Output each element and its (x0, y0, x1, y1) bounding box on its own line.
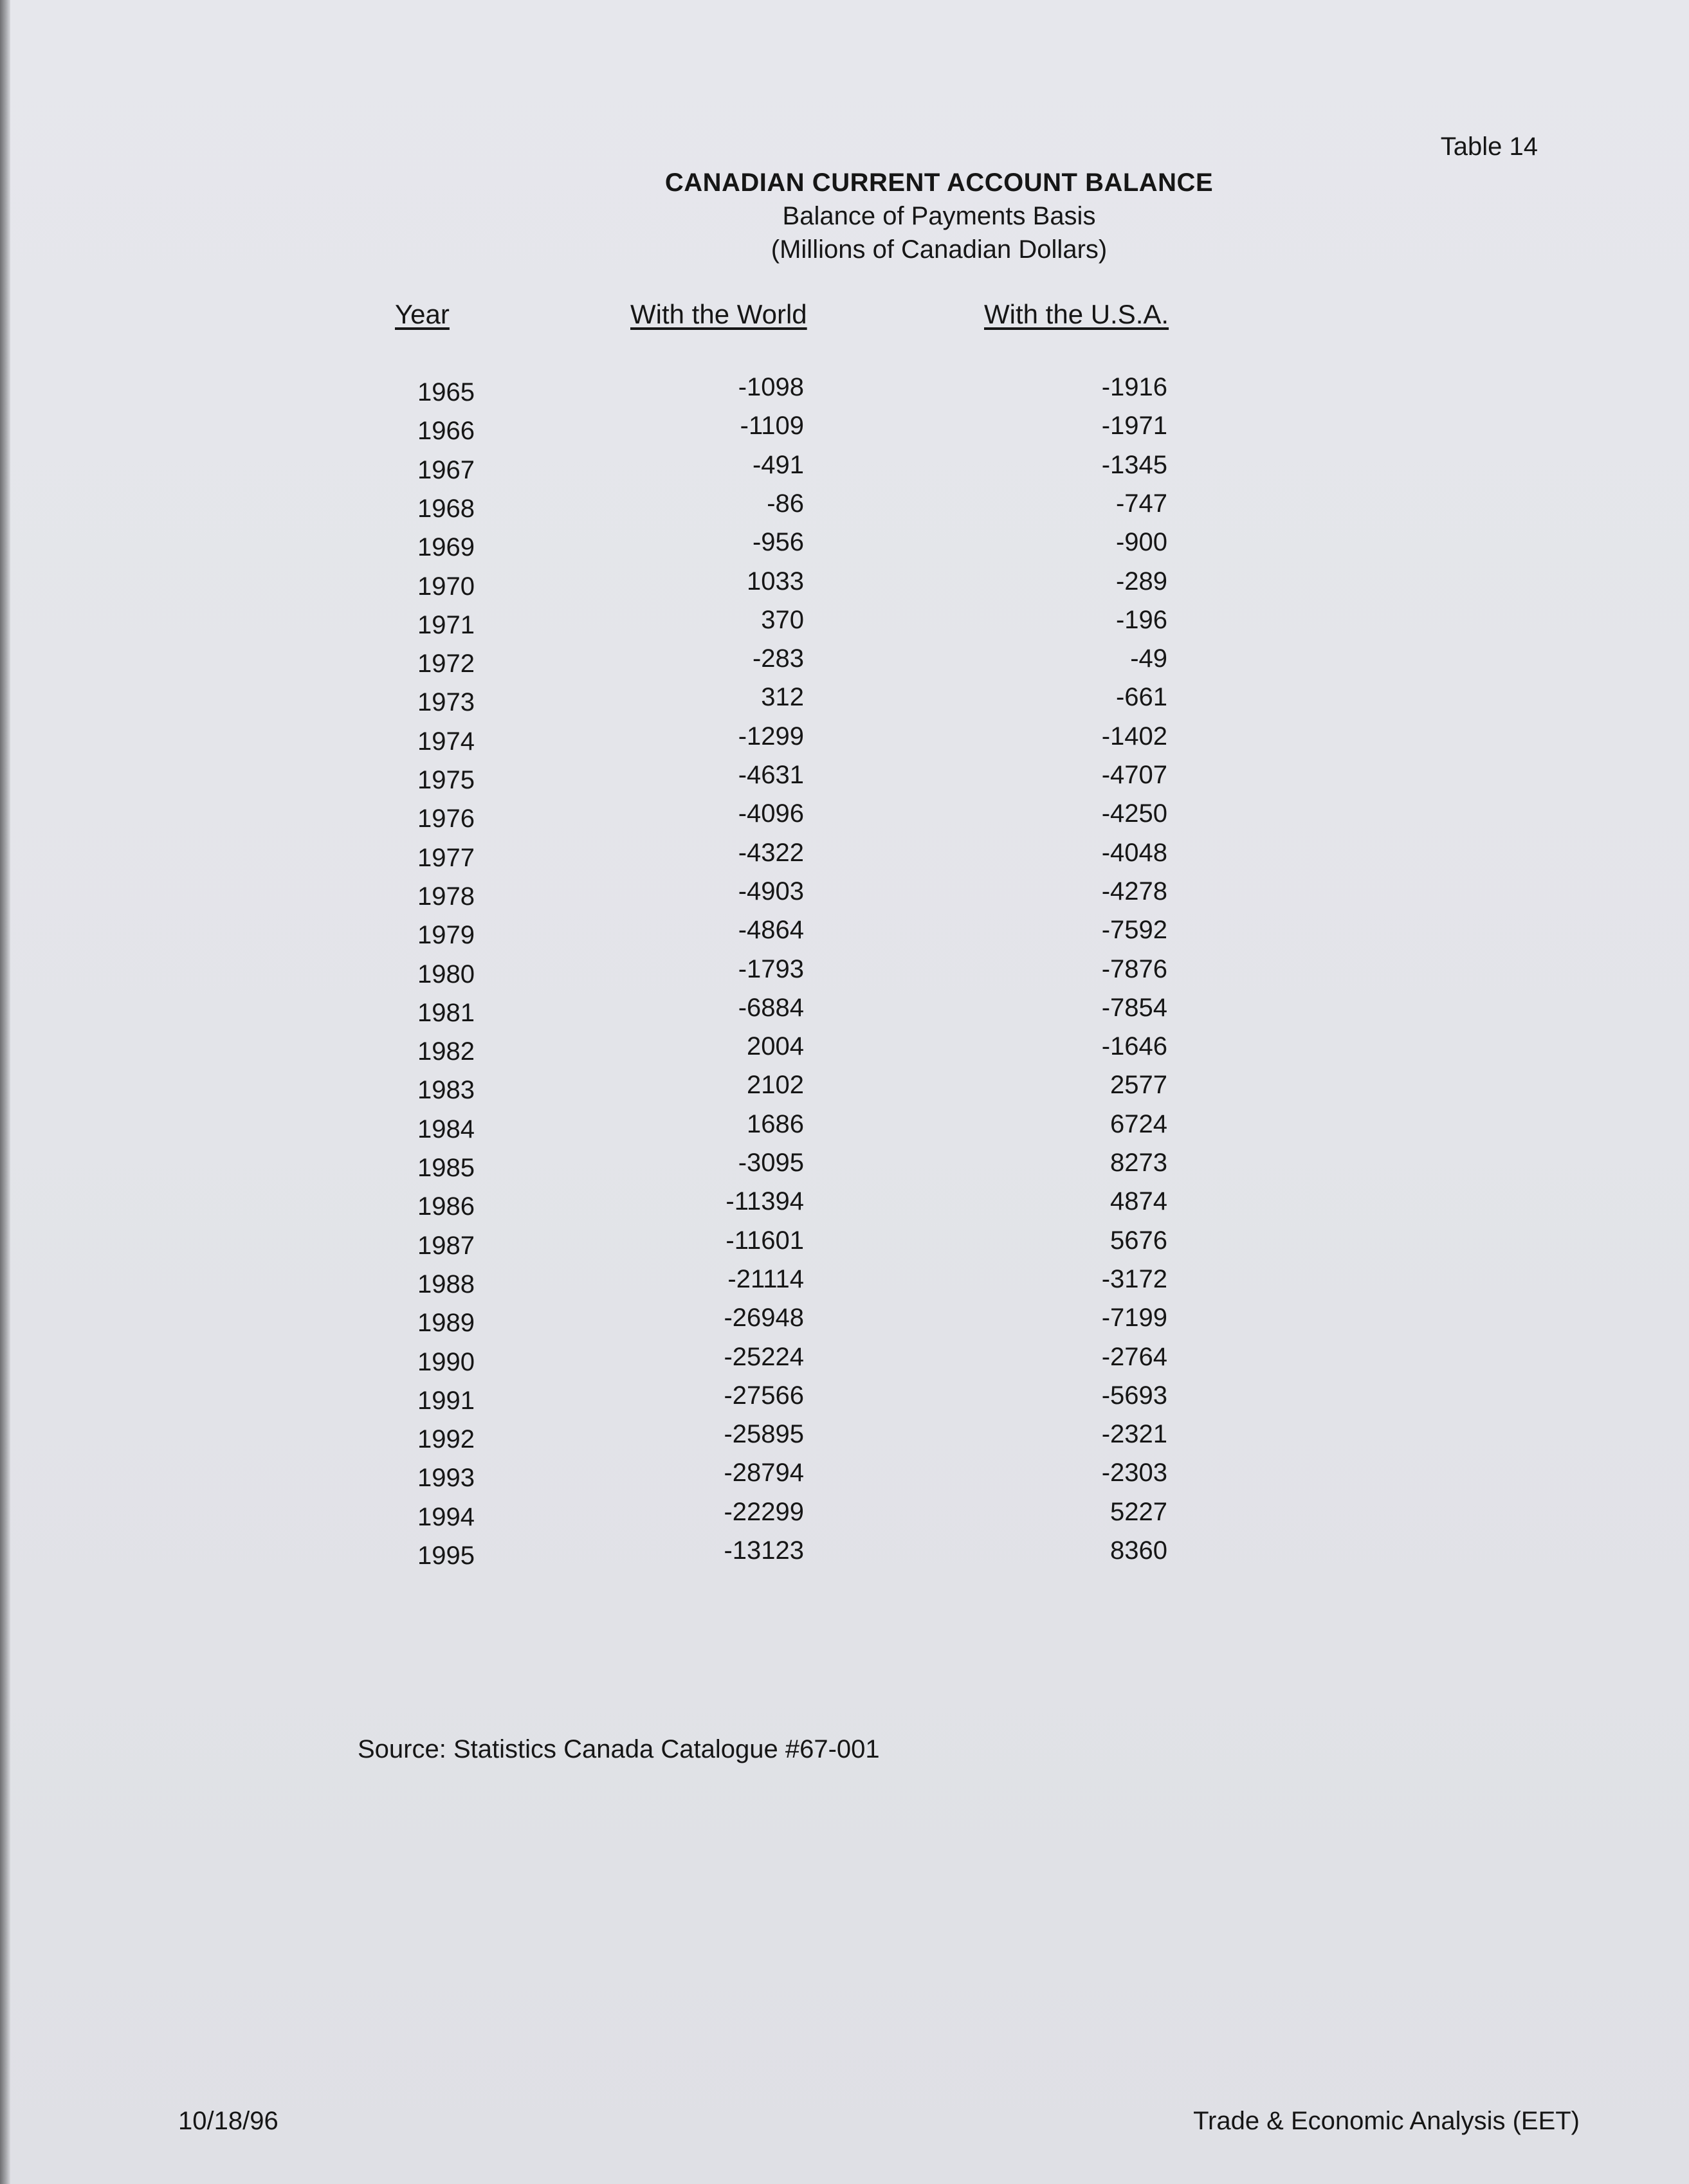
cell-year: 1974 (417, 727, 475, 756)
cell-usa: -5693 (1101, 1381, 1167, 1410)
source-note: Source: Statistics Canada Catalogue #67-001 (358, 1735, 880, 1763)
cell-year: 1977 (417, 843, 475, 872)
cell-year: 1979 (417, 921, 475, 950)
cell-world: -491 (752, 450, 804, 479)
column-header-year: Year (395, 299, 450, 329)
table-row (0, 722, 1689, 761)
footer-organization: Trade & Economic Analysis (EET) (1193, 2107, 1580, 2135)
table-row (0, 606, 1689, 644)
cell-year: 1981 (417, 998, 475, 1027)
table-row (0, 683, 1689, 722)
cell-world: -4631 (738, 761, 804, 789)
cell-usa: 5227 (1110, 1497, 1167, 1526)
cell-year: 1973 (417, 688, 475, 717)
cell-world: -25895 (724, 1420, 804, 1449)
cell-year: 1972 (417, 650, 475, 678)
table-row (0, 1265, 1689, 1304)
cell-usa: -7854 (1101, 993, 1167, 1022)
cell-year: 1971 (417, 610, 475, 639)
cell-year: 1985 (417, 1154, 475, 1182)
cell-usa: -4707 (1101, 761, 1167, 789)
cell-world: -1793 (738, 954, 804, 983)
cell-usa: -4048 (1101, 838, 1167, 867)
cell-world: -283 (752, 644, 804, 673)
cell-year: 1966 (417, 417, 475, 446)
table-number: Table 14 (1440, 132, 1538, 161)
table-row (0, 567, 1689, 606)
table-row (0, 799, 1689, 838)
cell-world: 1033 (747, 567, 804, 596)
cell-usa: -1916 (1101, 373, 1167, 401)
cell-usa: -2321 (1101, 1420, 1167, 1449)
cell-usa: -747 (1115, 489, 1167, 518)
cell-year: 1983 (417, 1076, 475, 1105)
cell-world: -956 (752, 528, 804, 557)
cell-usa: 8273 (1110, 1149, 1167, 1177)
cell-year: 1988 (417, 1269, 475, 1298)
cell-year: 1993 (417, 1464, 475, 1493)
cell-world: -28794 (724, 1459, 804, 1488)
table-row (0, 994, 1689, 1032)
cell-world: -6884 (738, 993, 804, 1022)
cell-usa: -2303 (1101, 1459, 1167, 1488)
cell-year: 1986 (417, 1192, 475, 1221)
table-row (0, 373, 1689, 412)
table-row (0, 1381, 1689, 1420)
cell-usa: 8360 (1110, 1536, 1167, 1565)
subtitle-basis: Balance of Payments Basis (782, 202, 1096, 230)
cell-world: -25224 (724, 1342, 804, 1371)
title-block (585, 166, 1293, 266)
cell-year: 1969 (417, 533, 475, 562)
table-row (0, 1187, 1689, 1226)
cell-year: 1965 (417, 378, 475, 406)
table-row (0, 644, 1689, 683)
cell-year: 1982 (417, 1037, 475, 1066)
table-row (0, 1420, 1689, 1459)
cell-usa: -7199 (1101, 1304, 1167, 1333)
cell-usa: -1971 (1101, 412, 1167, 441)
page-title: CANADIAN CURRENT ACCOUNT BALANCE (664, 168, 1214, 197)
cell-year: 1984 (417, 1115, 475, 1143)
table-row (0, 1032, 1689, 1071)
cell-world: -4903 (738, 877, 804, 905)
cell-world: -4322 (738, 838, 804, 867)
subtitle-units: (Millions of Canadian Dollars) (771, 235, 1108, 264)
cell-year: 1967 (417, 455, 475, 484)
footer-date: 10/18/96 (178, 2107, 278, 2135)
table-row (0, 1459, 1689, 1497)
cell-usa: 6724 (1110, 1109, 1167, 1138)
cell-world: 1686 (747, 1109, 804, 1138)
table-row (0, 1226, 1689, 1265)
cell-year: 1994 (417, 1502, 475, 1531)
cell-year: 1978 (417, 882, 475, 911)
table-row (0, 1498, 1689, 1536)
cell-usa: -900 (1115, 528, 1167, 557)
table-row (0, 877, 1689, 916)
cell-year: 1976 (417, 805, 475, 833)
table-row (0, 839, 1689, 877)
table-row (0, 528, 1689, 567)
cell-usa: -4250 (1101, 799, 1167, 828)
cell-world: -1109 (740, 412, 804, 441)
table-row (0, 1149, 1689, 1187)
cell-year: 1991 (417, 1386, 475, 1415)
table-row (0, 955, 1689, 994)
cell-usa: -1646 (1101, 1032, 1167, 1061)
table-row (0, 761, 1689, 799)
column-header-usa: With the U.S.A. (984, 299, 1169, 329)
cell-usa: -4278 (1101, 877, 1167, 905)
table-row (0, 1110, 1689, 1149)
cell-usa: -289 (1115, 567, 1167, 596)
table-row (0, 489, 1689, 528)
cell-world: 2102 (747, 1071, 804, 1100)
cell-world: -11601 (726, 1226, 804, 1255)
cell-world: -11394 (726, 1187, 804, 1216)
cell-world: -3095 (738, 1149, 804, 1177)
cell-world: 2004 (747, 1032, 804, 1061)
cell-usa: -3172 (1101, 1264, 1167, 1293)
cell-year: 1995 (417, 1542, 475, 1570)
cell-world: -13123 (724, 1536, 804, 1565)
cell-world: -4096 (738, 799, 804, 828)
table-row (0, 916, 1689, 954)
table-row (0, 412, 1689, 450)
cell-usa: -196 (1115, 605, 1167, 634)
column-header-world: With the World (630, 299, 807, 329)
cell-year: 1975 (417, 766, 475, 794)
cell-year: 1987 (417, 1231, 475, 1260)
cell-year: 1990 (417, 1347, 475, 1376)
cell-year: 1989 (417, 1309, 475, 1338)
cell-world: -26948 (724, 1304, 804, 1333)
table-row (0, 1536, 1689, 1575)
cell-world: -86 (767, 489, 804, 518)
cell-world: -22299 (724, 1497, 804, 1526)
table-row (0, 1304, 1689, 1342)
table-row (0, 451, 1689, 489)
cell-usa: -1345 (1101, 450, 1167, 479)
cell-world: -4864 (738, 916, 804, 945)
cell-year: 1992 (417, 1425, 475, 1454)
cell-world: 370 (761, 605, 804, 634)
cell-year: 1980 (417, 960, 475, 988)
table-row (0, 1071, 1689, 1109)
cell-world: -1299 (738, 722, 804, 751)
cell-usa: 4874 (1110, 1187, 1167, 1216)
cell-world: -1098 (738, 373, 804, 401)
cell-world: -21114 (727, 1264, 804, 1293)
cell-year: 1970 (417, 572, 475, 601)
cell-usa: -2764 (1101, 1342, 1167, 1371)
cell-usa: -7876 (1101, 954, 1167, 983)
cell-usa: -49 (1130, 644, 1167, 673)
table-row (0, 1343, 1689, 1381)
cell-usa: 2577 (1110, 1071, 1167, 1100)
cell-usa: -7592 (1101, 916, 1167, 945)
cell-world: -27566 (724, 1381, 804, 1410)
cell-usa: -661 (1115, 683, 1167, 712)
cell-usa: 5676 (1110, 1226, 1167, 1255)
cell-year: 1968 (417, 494, 475, 523)
cell-world: 312 (761, 683, 804, 712)
cell-usa: -1402 (1101, 722, 1167, 751)
